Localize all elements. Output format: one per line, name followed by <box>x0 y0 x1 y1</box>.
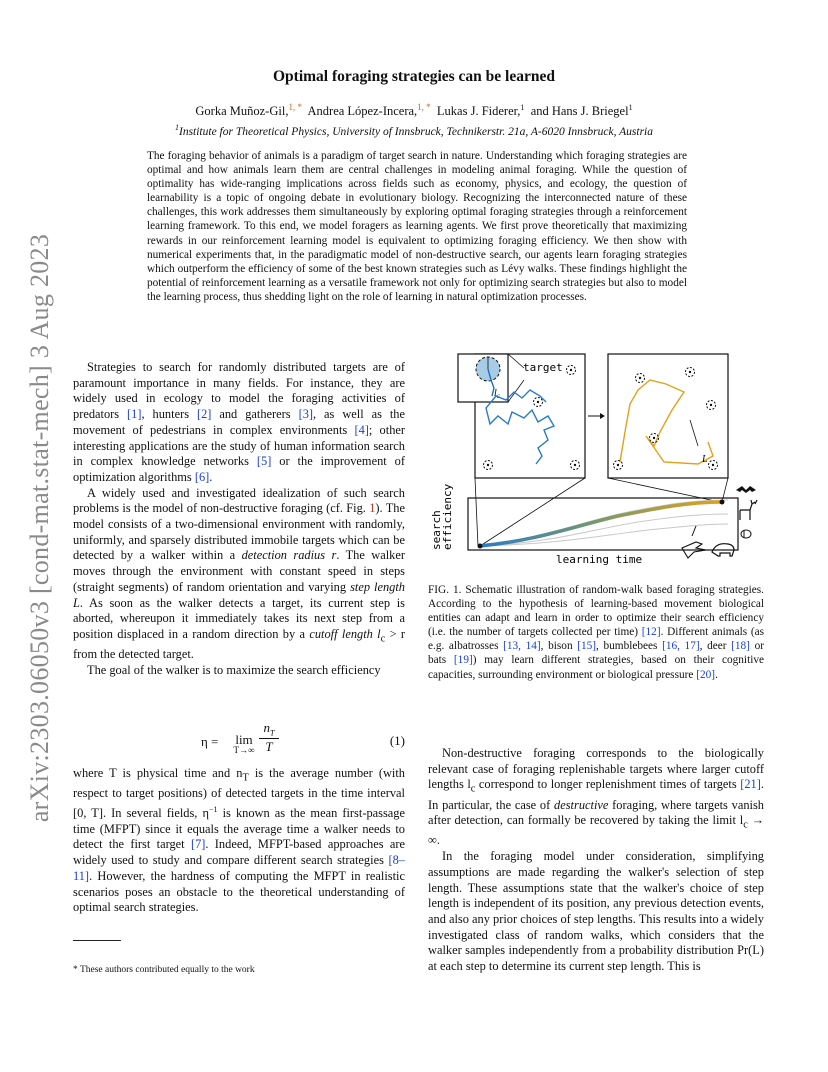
eq-lhs: η = <box>201 734 219 749</box>
eq-numerator-sub: T <box>270 728 275 738</box>
text-run: is known as the mean first-passage time (MFPT) since it equals the average time a walker needs to detect the first target <box>73 806 405 852</box>
y-axis-label: searchefficiency <box>430 483 454 550</box>
paragraph-model <box>73 486 405 663</box>
bumblebee-icon <box>741 530 751 538</box>
transition-arrow-head <box>600 413 605 419</box>
text-run: . <box>715 668 718 681</box>
text-run: FIG. 1. Schematic illustration of random-walk based foraging strategies. According to the hypothesis of learning-based movement biological entities can adapt and learn in order to optimize their search efficiency (i.e. the number of targets collected per time) <box>428 584 764 639</box>
curve-start-dot <box>478 544 483 549</box>
eq-limit <box>231 732 257 755</box>
citation-link[interactable]: [19] <box>453 654 473 667</box>
author-name: Gorka Muñoz-Gil, <box>195 104 289 119</box>
paragraph-goal: The goal of the walker is to maximize the search efficiency <box>87 662 381 677</box>
text-run: . Different animals (as e.g. albatrosses <box>428 626 764 653</box>
citation-link[interactable]: [15] <box>577 640 597 653</box>
equation-number: (1) <box>389 733 405 748</box>
citation-link[interactable]: [20] <box>696 668 716 681</box>
target-icon <box>534 398 543 407</box>
text-run: , hunters <box>141 407 197 422</box>
text-run: > r from the detected target. <box>73 626 406 662</box>
target-icon <box>709 461 718 470</box>
affiliation-text: Institute for Theoretical Physics, University of Innsbruck, Technikerstr. 21a, A-6020 Innsbruck, Austria <box>178 125 653 138</box>
text-run: Strategies to search for randomly distributed targets are of paramount importance in many fields. For instance, they are widely used in ecology to model the foraging activities of predators <box>73 360 405 422</box>
citation-link[interactable]: [6] <box>194 469 210 484</box>
equation-1 <box>73 720 405 758</box>
text-run: . Indeed, MFPT-based approaches are widely used to study and compare different search strategies <box>73 837 405 868</box>
target-icon <box>636 374 645 383</box>
zoom-guide <box>475 478 478 546</box>
affiliation-mark: 1 <box>174 123 179 132</box>
deer-icon <box>740 500 757 520</box>
text-run: , as well as the movement of pedestrians in complex environments <box>73 407 405 437</box>
text-run: , bumblebees <box>596 640 663 653</box>
target-label: target <box>523 361 563 374</box>
text-run: In the foraging model under consideration, simplifying assumptions are made regarding the walker's selection of step length. These assumptions state that the walker's choice of step length is independent of its position, any previous detection events, and also any prior choices of step lengths. This results into a widely investigated class of random walks, which considers that the walker samples independently from a probability distribution Pr(L) at each step to determine its current step length. This is <box>428 849 764 974</box>
citation-link[interactable]: [5] <box>256 454 272 469</box>
figure-caption <box>428 583 764 682</box>
subscript: c <box>743 819 748 831</box>
learning-curve-main <box>480 502 722 546</box>
abstract: The foraging behavior of animals is a paradigm of target search in nature. Understanding which foraging strategies are optimal and how animals learn them are central challenges in modeling animal foraging. While the question of optimality has wide-ranging implications across fields such as economy, physics, and ecology, the question of learnability is a topic of ongoing debate in evolutionary biology. Recognizing the interconnected nature of these challenges, this work addresses them simultaneously by exploring optimal foraging strategies through a reinforcement learning framework. To this end, we model foragers as learning agents. We first prove theoretically that maximizing rewards in our reinforcement learning model is equivalent to optimizing foraging efficiency. We then show with numerical experiments that, in the paradigmatic model of non-destructive search, our agents learn foraging strategies which outperform the efficiency of some of the best known strategies such as Lévy walks. These findings highlight the potential of reinforcement learning as a versatile framework not only for optimizing search strategies but also to model the learning process, thus shedding light on the role of learning in natural optimization processes. <box>147 150 687 303</box>
citation-link[interactable]: [21] <box>740 777 761 792</box>
target-icon <box>567 366 576 375</box>
paragraph-non-destructive <box>428 746 764 849</box>
author-affil-mark: 1, * <box>288 102 302 112</box>
author-list <box>0 102 828 119</box>
italic-term: detection radius r <box>241 548 337 563</box>
citation-link[interactable]: [12] <box>641 626 661 639</box>
author-name: and Hans J. Briegel <box>530 104 629 119</box>
bat-icon <box>736 486 756 493</box>
citation-link[interactable]: [7] <box>190 837 206 852</box>
paragraph-step-length <box>428 849 764 975</box>
text-run: and gatherers <box>211 407 299 422</box>
citation-link[interactable]: [16, 17] <box>662 640 700 653</box>
citation-link[interactable]: [13, 14] <box>503 640 541 653</box>
citation-link[interactable]: [18] <box>731 640 750 653</box>
text-run: . As soon as the walker detects a target, its current step is aborted, whereupon it immediately takes its next step from a position displaced in a random direction by a <box>73 595 405 641</box>
cutoff-length-label: $l_c$ <box>494 388 500 400</box>
paper-title: Optimal foraging strategies can be learned <box>273 68 555 85</box>
target-icon <box>571 461 580 470</box>
text-run: . However, the hardness of computing the MFPT in realistic scenarios poses an obstacle to the theoretical understanding of optimal search strategies. <box>73 868 405 915</box>
superscript: −1 <box>208 804 218 814</box>
italic-term: destructive <box>554 797 609 812</box>
x-axis-label: learning time <box>556 553 643 566</box>
text-run: ). The model consists of a two-dimensional environment with randomly, uniformly, and sparsely distributed immobile targets which can be detected by a walker within a <box>73 501 405 563</box>
citation-link[interactable]: [2] <box>196 407 212 422</box>
levy-walk-path <box>620 380 713 464</box>
step-length-label: L <box>702 454 708 465</box>
figure-1 <box>428 352 764 572</box>
author-affil-mark: 1 <box>628 103 633 112</box>
zoom-guide <box>508 380 524 402</box>
text-run: Non-destructive foraging corresponds to the biologically relevant case of foraging replenishable targets where larger cutoff lengths l <box>428 746 764 792</box>
curve-pointer <box>692 526 696 536</box>
eq-lim-text: lim <box>235 732 253 747</box>
text-run: . In particular, the case of <box>428 777 764 812</box>
citation-link[interactable]: [4] <box>354 422 369 437</box>
text-run: . <box>209 469 213 484</box>
text-run: foraging, where targets vanish after detection, can formally be recovered by taking the limit l <box>428 797 764 828</box>
arxiv-identifier: arXiv:2303.06050v3 [cond-mat.stat-mech] 3 Aug 2023 <box>25 233 54 823</box>
text-run: correspond to longer replenishment times of targets <box>475 777 741 792</box>
subscript: T <box>242 772 249 784</box>
step-length-marker <box>690 420 698 446</box>
target-icon <box>707 401 716 410</box>
text-run: A widely used and investigated idealization of such search problems is the model of non-destructive foraging (cf. Fig. <box>73 485 405 516</box>
author-affil-mark: 1, * <box>417 102 431 112</box>
subscript: c <box>380 633 386 645</box>
eq-denominator: T <box>265 738 273 754</box>
target-icon <box>484 461 493 470</box>
text-run: ) may learn different strategies, based on their cognitive capacities, surrounding environment or biological pressure <box>428 654 765 681</box>
affiliation <box>0 123 828 138</box>
figure-link[interactable]: 1 <box>369 501 376 516</box>
text-run: or the improvement of optimization algorithms <box>73 454 405 484</box>
citation-link[interactable]: [3] <box>298 407 314 422</box>
eq-numerator: n <box>263 720 271 735</box>
paragraph-intro <box>73 360 405 486</box>
text-run: . The walker moves through the environment with constant speed in steps (straight segments) of random orientation and varying <box>73 548 405 594</box>
eq-fraction <box>259 720 279 755</box>
author-name: Andrea López-Incera, <box>307 104 418 119</box>
text-run: , bison <box>540 640 578 653</box>
citation-link[interactable]: [8–11] <box>73 853 405 883</box>
text-run: , deer <box>699 640 732 653</box>
footnote: * These authors contributed equally to the work <box>73 965 255 975</box>
left-column-continued <box>73 766 405 916</box>
text-run: where T is physical time and n <box>73 766 243 780</box>
italic-term: step length L <box>73 579 406 610</box>
target-icon <box>686 368 695 377</box>
text-run: → ∞. <box>428 813 764 848</box>
curve-end-dot <box>720 500 725 505</box>
text-run: or bats <box>428 640 764 667</box>
paragraph-mfpt <box>73 766 405 916</box>
author-affil-mark: 1 <box>520 103 525 112</box>
right-column <box>428 746 764 975</box>
text-run: ; other interesting applications are the study of human information search in complex knowledge networks <box>73 422 406 469</box>
target-icon <box>614 461 623 470</box>
eq-lim-sub: T→∞ <box>233 745 255 755</box>
footnote-rule <box>73 940 121 941</box>
left-column <box>73 360 405 679</box>
italic-term: cutoff length l <box>309 626 381 641</box>
author-name: Lukas J. Fiderer, <box>436 104 521 119</box>
text-run: is the average number (with respect to target positions) of detected targets in the time interval [0, T]. In several fields, η <box>73 766 405 820</box>
arxiv-side-stamp <box>20 228 60 828</box>
zoom-guide <box>508 354 524 368</box>
subscript: c <box>470 783 476 795</box>
citation-link[interactable]: [1] <box>127 407 142 422</box>
